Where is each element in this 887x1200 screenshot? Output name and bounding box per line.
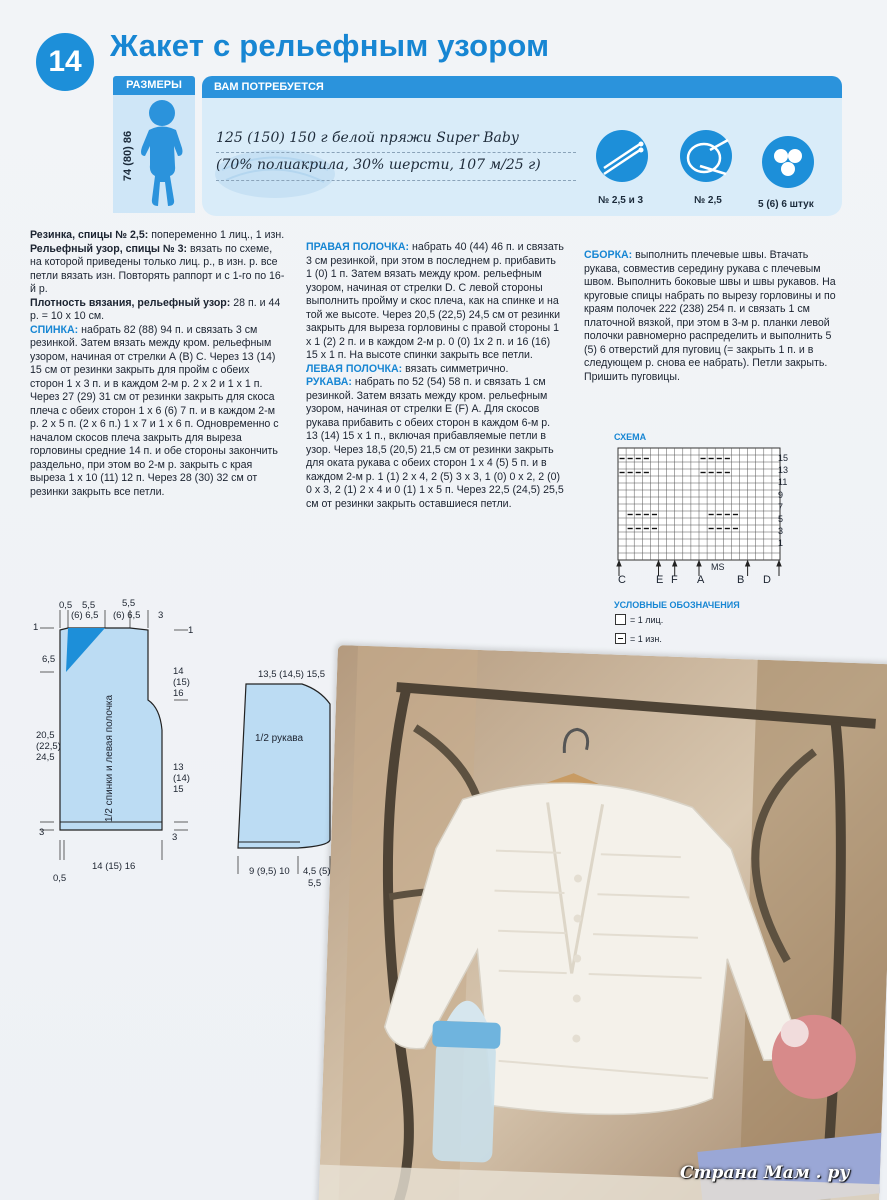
paragraph-rib: Резинка, спицы № 2,5: попеременно 1 лиц., 1 изн. [30, 229, 285, 241]
divider [216, 152, 576, 153]
arrow-label: B [737, 574, 745, 586]
dim-label-group: 13 (14) 15 [173, 762, 190, 795]
circular-needle-icon [680, 130, 732, 182]
row-number: 5 [778, 514, 784, 525]
arrow-label: MS [711, 562, 725, 572]
tool-label-needles: № 2,5 и 3 [598, 195, 644, 206]
buttons-icon [762, 136, 814, 188]
column-instructions-2 [306, 241, 564, 511]
dim-label: (6) 6,5 [71, 610, 99, 621]
row-number: 1 [778, 538, 784, 549]
arrow-label: E [656, 574, 664, 586]
arrow-label: F [671, 574, 678, 586]
row-number: 13 [778, 465, 789, 476]
yarn-line-1: 125 (150) 150 г белой пряжи Super Baby [216, 130, 519, 146]
paragraph-left-front: ЛЕВАЯ ПОЛОЧКА: вязать симметрично. [306, 362, 509, 375]
legend-title: УСЛОВНЫЕ ОБОЗНАЧЕНИЯ [614, 600, 740, 610]
paragraph-gauge: Плотность вязания, рельефный узор: 28 п. и 44 р. = 10 х 10 см. [30, 296, 281, 322]
chart-arrow-head [777, 561, 781, 566]
knit-symbol-icon [615, 614, 626, 625]
paragraph-relief: Рельефный узор, спицы № 3: вязать по схеме, на которой приведены только лиц. р., в изн. р. все петли вязать изн. Повторять раппорт и с 1-го по 16-й р. [30, 242, 285, 295]
knitting-chart [610, 444, 800, 590]
chart-arrow-head [697, 561, 701, 566]
pattern-body-label: 1/2 спинки и левая полочка [104, 694, 115, 822]
yarn-line-2: (70% полиакрила, 30% шерсти, 107 м/25 г) [216, 157, 541, 173]
chart-arrow-head [617, 561, 621, 566]
paragraph-back: СПИНКА: набрать 82 (88) 94 п. и связать 3 см резинкой. Затем вязать между кром. рельефным узором, начиная от стрелки А (В) С. Через 13 (14) 15 см от резинки закрыть для пройм с обеих сторон 1 х 3 п. и в каждом 2-м р. 2 х 2 и 1 х 1 п. Через 27 (29) 31 см от резинки закрыть для скоса плеча с обеих сторон 1 х 6 (6) 7 п. и в каждом 2-м р. 2 х 5 п. (2 х 6 п.) 1 х 7 и 1 х 6 п. Одновременно с началом скосов плеча закрыть для выреза горловины средние 14 п. и обе стороны закончить раздельно, при этом во 2-м р. закрыть с края выреза 1 х 10 (11) 12 п. Через 28 (30) 32 см от резинки закрыть все петли. [30, 323, 279, 498]
dim-label: 9 (9,5) 10 [249, 866, 290, 877]
chart-row-numbers [778, 452, 788, 550]
paragraph-assembly: СБОРКА: выполнить плечевые швы. Втачать рукава, совместив середину рукава с плечевым швом. Выполнить боковые швы и швы рукавов. На круговые спицы набрать по вырезу горловины и по краям полочек 222 (238) 254 п. и связать 1 см платочной вязкой, при этом в 3-м р. планки левой полочки равномерно распределить и выполнить 5 (5) 6 отверстий для пуговиц (= закрыть 1 п. и в следующем р. снова ее набрать). Петли закрыть. Пришить пуговицы. [584, 249, 836, 383]
dim-label: 0,5 [59, 600, 73, 611]
column-instructions-3 [584, 249, 846, 384]
chart-arrow-head [746, 561, 750, 566]
dim-label-group: 14 (15) 16 [173, 666, 190, 699]
dim-label: 6,5 [42, 654, 56, 665]
pattern-sleeve-label: 1/2 рукава [255, 733, 304, 744]
schema-title: СХЕМА [614, 432, 647, 442]
paragraph-sleeves: РУКАВА: набрать по 52 (54) 58 п. и связать 1 см резинкой. Затем вязать между кром. рельефным узором, начиная от стрелки Е (F) А. Для скосов рукава прибавить с обеих сторон в каждом 6-м р. 13 (14) 15 х 1 п., включая прибавляемые петли в узор. Через 18,5 (20,5) 21,5 см от резинки закрыть для оката рукава с обеих сторон 1 х 4 (5) 5 п. и в каждом 2-м р. 1 (1) 2 х 4, 2 (5) 3 х 3, 1 (0) 0 х 2, 2 (0) 0 х 3, 2 (1) 2 х 4 и 0 (1) 1 х 5 п. Через 22,5 (24,5) 25,5 см от резинки закрыть оставшиеся петли. [306, 376, 564, 510]
row-number: 15 [778, 453, 789, 463]
dim-label: 5,5 [82, 600, 96, 611]
dim-label: 14 (15) 16 [92, 861, 136, 872]
row-number: 7 [778, 501, 784, 512]
jacket-photo-illustration [318, 645, 887, 1200]
dim-label: 13,5 (14,5) 15,5 [258, 669, 326, 680]
dim-label: 3 [172, 832, 178, 843]
sizes-header: РАЗМЕРЫ [113, 76, 195, 95]
tool-label-buttons: 5 (6) 6 штук [758, 199, 814, 210]
row-number: 11 [778, 477, 788, 488]
sizes-values: 74 (80) 86 [122, 130, 135, 182]
dim-label: 5,5 [308, 878, 322, 889]
arrow-label: C [618, 574, 626, 586]
purl-symbol-icon [615, 633, 626, 644]
column-instructions-1 [30, 229, 285, 499]
materials-header: ВАМ ПОТРЕБУЕТСЯ [202, 76, 842, 98]
knitting-needles-icon [596, 130, 648, 182]
dim-label: 5,5 [122, 598, 136, 609]
baby-silhouette-icon [138, 96, 188, 208]
chart-arrow-head [657, 561, 661, 566]
watermark: Страна Мам . ру [680, 1163, 850, 1183]
dim-label: (6) 6,5 [113, 610, 141, 621]
paragraph-right-front: ПРАВАЯ ПОЛОЧКА: набрать 40 (44) 46 п. и связать 3 см резинкой, при этом в последнем р. прибавить 1 (0) 1 п. Затем вязать между кром. рельефным узором, начиная от стрелки D. С левой стороны выполнить пройму и скос плеча, как на спинке и на той же высоте. Через 20,5 (22,5) 24,5 см от резинки закрыть для выреза горловины с правой стороны 1 х 1 (2) 2 п. и в каждом 2-м р. 0 (0) 1х 2 п. и 16 (16) 15 х 1 п. На высоте спинки закрыть все петли. [306, 241, 564, 361]
arrow-label: A [697, 574, 705, 586]
dim-label: 1 [33, 622, 39, 633]
legend-knit: = 1 лиц. [615, 614, 663, 625]
dim-label: 0,5 [53, 873, 67, 884]
legend-purl: = 1 изн. [615, 633, 662, 644]
arrow-label: D [763, 574, 771, 586]
dim-label: 4,5 (5) [303, 866, 331, 877]
dim-label-group: 20,5 (22,5) 24,5 [36, 730, 61, 763]
tool-label-circular: № 2,5 [694, 195, 722, 206]
divider [216, 180, 576, 181]
row-number: 3 [778, 526, 784, 537]
page-title: Жакет с рельефным узором [110, 28, 550, 63]
product-photo [318, 645, 887, 1200]
dim-label: 3 [158, 610, 164, 621]
dim-label: 3 [39, 827, 45, 838]
dim-label: 1 [188, 625, 194, 636]
pattern-number-badge: 14 [36, 33, 94, 91]
chart-arrow-head [673, 561, 677, 566]
row-number: 9 [778, 489, 784, 500]
